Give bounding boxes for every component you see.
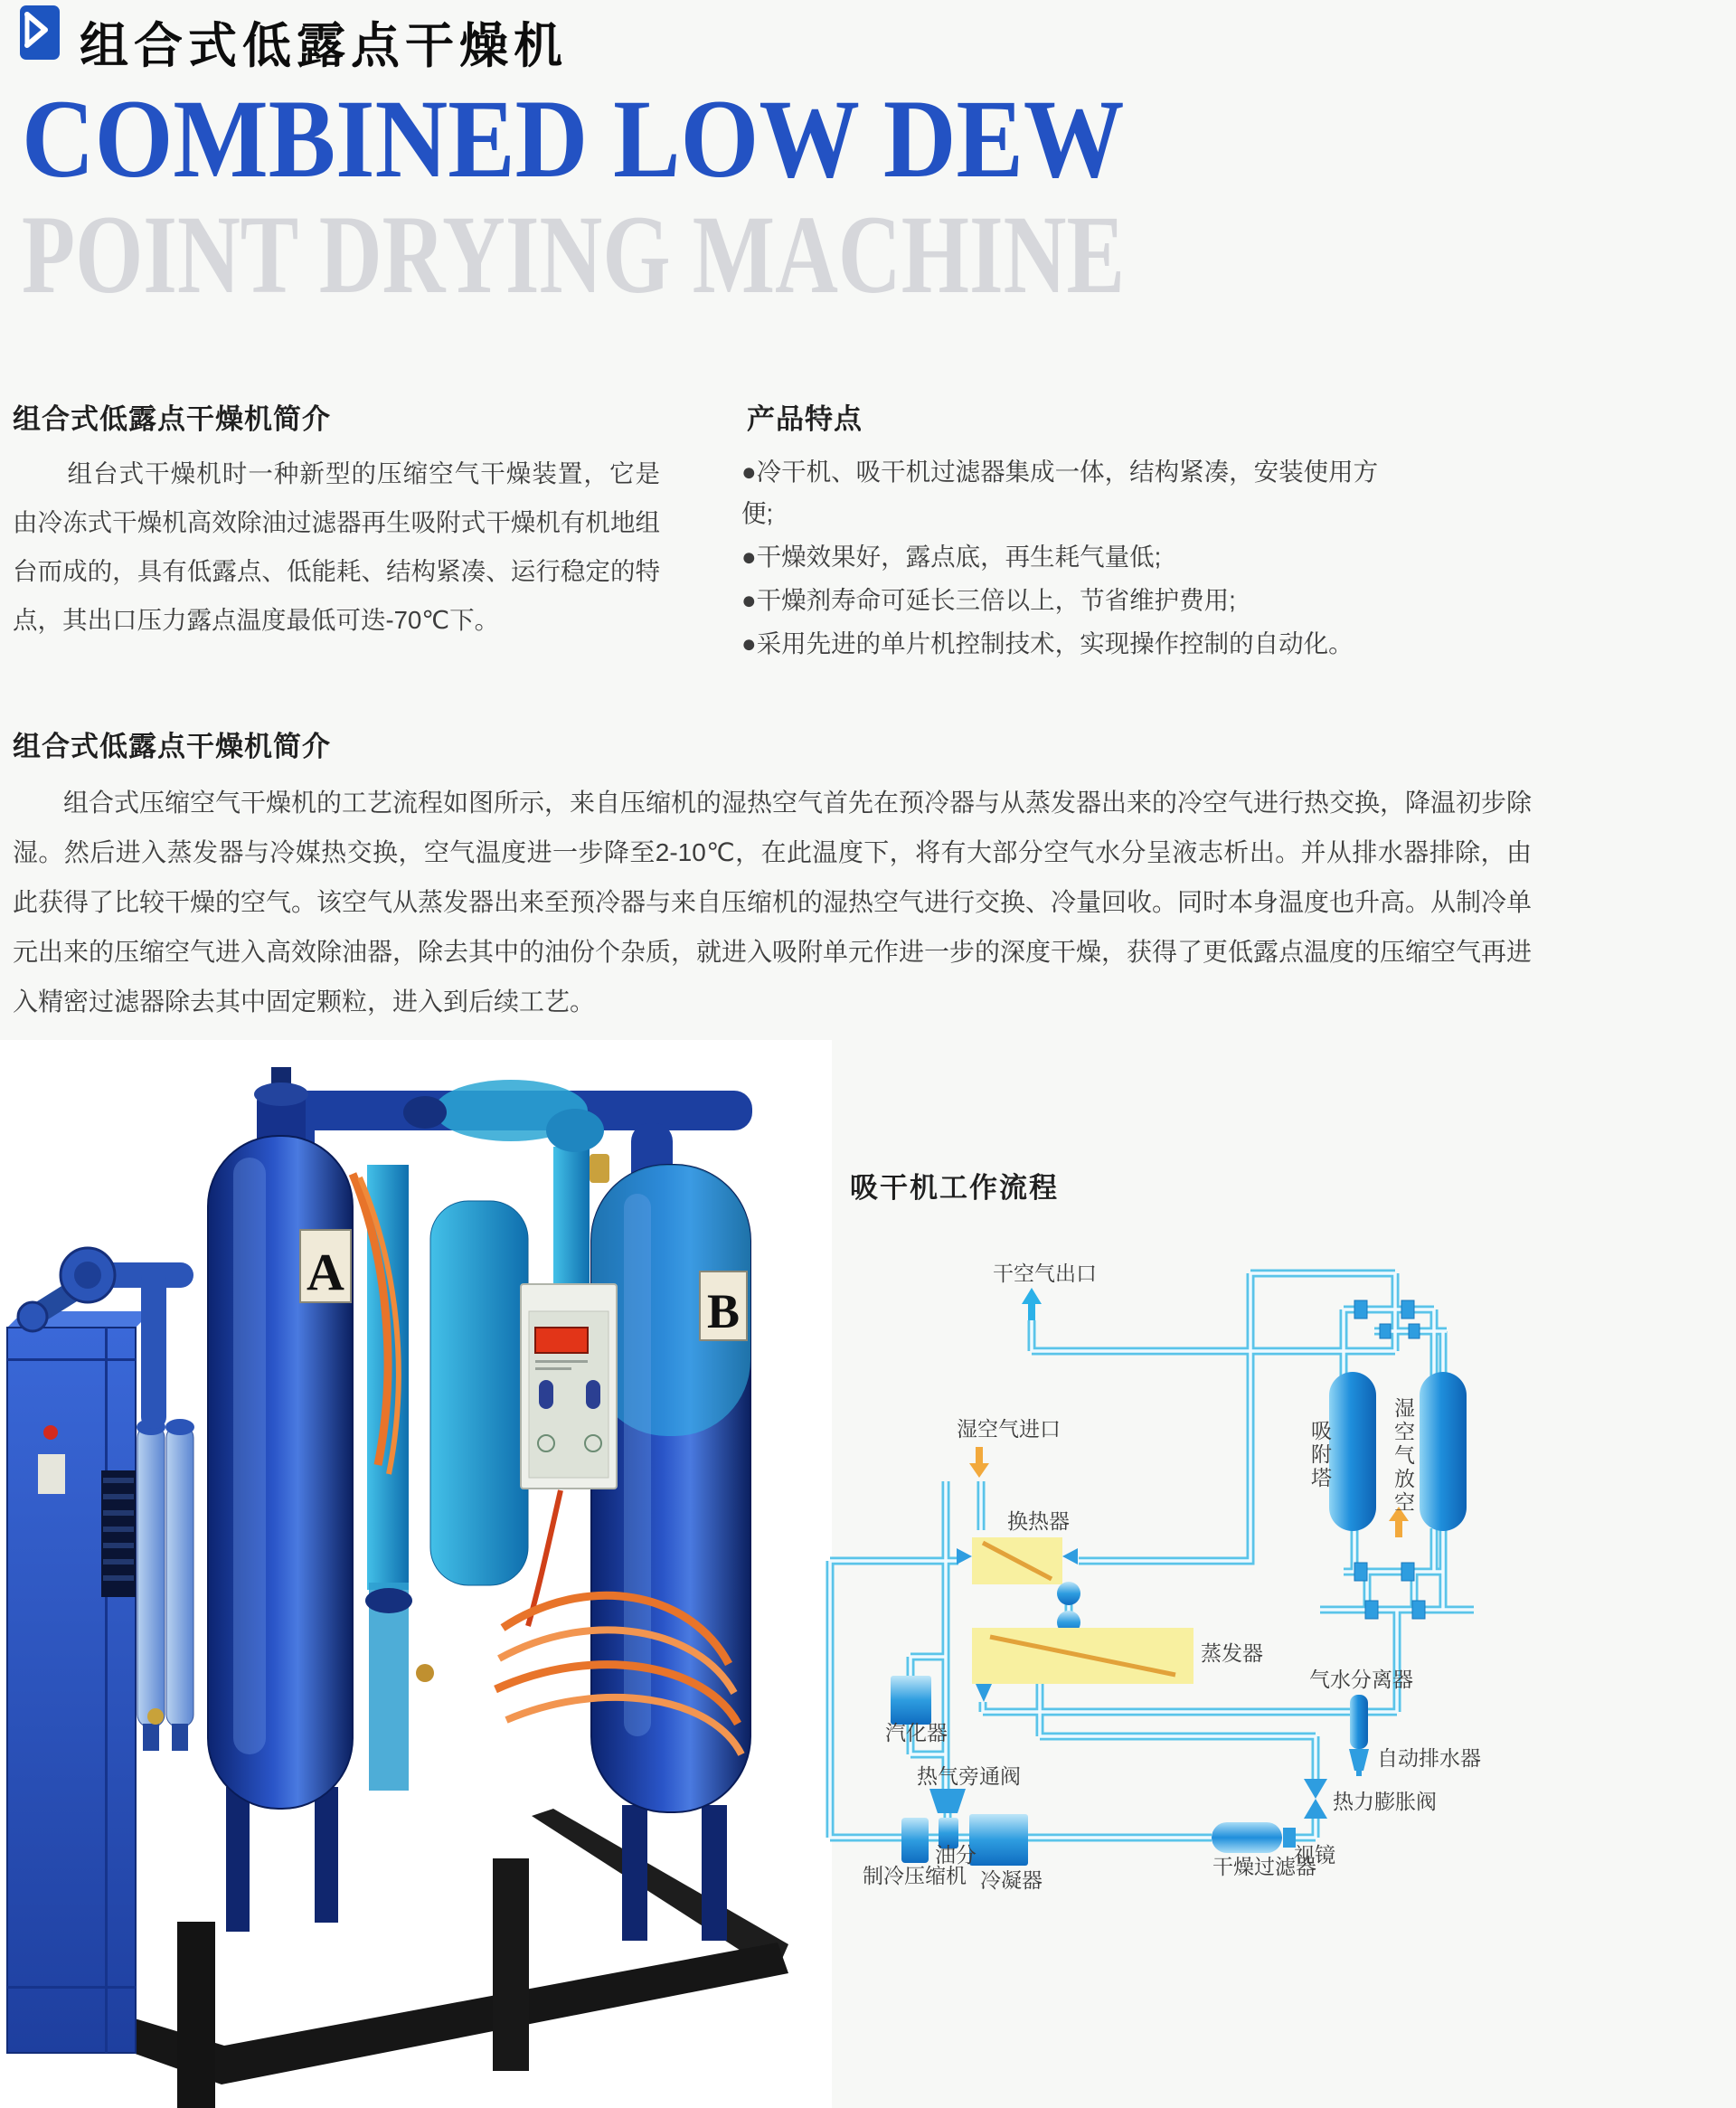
panel-button [586,1380,600,1409]
refrigeration-compressor [901,1818,929,1863]
drying-filter [1212,1822,1282,1853]
label-sight-glass: 视镜 [1294,1843,1335,1867]
feature-item [741,536,1380,578]
pipe-fitting [365,1588,412,1613]
vaporizer [891,1676,931,1725]
process-paragraph: 组合式压缩空气干燥机的工艺流程如图所示，来自压缩机的湿热空气首先在预冷器与从蒸发器出来的冷空气进行热交换，降温初步除湿。然后进入蒸发器与冷媒热交换，空气温度进一步降至2-10℃，在此温度下，将有大部分空气水分呈液志析出。并从排水器排除，由此获得了比较干燥的空气。该空气从蒸发器出来至预冷器与来自压缩机的湿热空气进行交换、冷量回收。同时本身温度也升高。从制冷单元出来的压缩空气进入高效除油器，除去其中的油份个杂质，就进入吸附单元作进一步的深度干燥，获得了更低露点温度的压缩空气再进入精密过滤器除去其中固定颗粒，进入到后续工艺。 [13,789,1533,1016]
led-display [535,1328,588,1353]
condenser [969,1814,1028,1866]
hot-gas-bypass-valve [929,1789,966,1813]
label-gas-water-separator: 气水分离器 [1309,1668,1413,1691]
feature-item [741,623,1380,665]
bullet-icon: ● [741,586,757,614]
bullet-icon: ● [741,458,757,486]
feature-text: 干燥效果好，露点底，再生耗气量低; [756,543,1162,571]
label-hot-gas-bypass-valve: 热气旁通阀 [917,1764,1021,1788]
machine-photo [0,1040,832,2108]
label-drying-filter: 干燥过滤器 [1212,1855,1316,1878]
features-list [741,451,1380,666]
page-title-en-line2: POINT DRYING MACHINE [22,193,1126,317]
evaporator [972,1628,1194,1702]
intro-heading: 组合式低露点干燥机简介 [13,403,331,435]
label-evaporator: 蒸发器 [1201,1641,1263,1665]
tower-a-letter: A [307,1243,344,1301]
label-vaporizer: 汽化器 [885,1721,948,1744]
label-auto-drain: 自动排水器 [1377,1746,1481,1770]
label-dry-air-outlet: 干空气出口 [993,1262,1097,1285]
adsorption-tower-right [1420,1372,1467,1531]
cabinet-label-plate [38,1454,65,1494]
label-wet-air-inlet: 湿空气进口 [957,1417,1061,1441]
adsorption-tower-left [1329,1372,1376,1531]
control-panel [521,1284,617,1489]
pipe-column-lower [369,1583,409,1791]
up-arrow-icon [1022,1288,1042,1320]
feature-text: 干燥剂寿命可延长三倍以上，节省维护费用; [756,586,1236,614]
label-thermal-expansion-valve: 热力膨胀阀 [1333,1790,1437,1813]
auto-drain [1349,1749,1369,1776]
panel-button [539,1380,553,1409]
tower-b-letter: B [706,1284,741,1338]
dryer-cabinet [7,1311,152,2053]
intro-paragraph: 组台式干燥机时一种新型的压缩空气干燥装置，它是由冷冻式干燥机高效除油过滤器再生吸附式干燥机有机地组台而成的，具有低露点、低能耗、结构紧凑、运行稳定的特点，其出口压力露点温度最低可迭-70℃下。 [13,459,660,634]
gas-water-separator [1350,1695,1368,1749]
bullet-icon: ● [741,629,757,657]
feature-text: 采用先进的单片机控制技术，实现操作控制的自动化。 [756,629,1354,657]
bullet-icon: ● [741,543,757,571]
heat-exchanger [957,1537,1080,1634]
page-title-en-line1: COMBINED LOW DEW [22,77,1125,201]
label-heat-exchanger: 换热器 [1007,1509,1070,1533]
red-button-icon [43,1425,58,1440]
label-condenser: 冷凝器 [980,1868,1043,1892]
background-tank [430,1201,528,1585]
arrow-icon [20,5,60,60]
down-arrow-icon [969,1447,989,1478]
thermal-expansion-valve [1304,1779,1327,1819]
label-oil-separator: 油分 [935,1843,976,1867]
label-adsorption-tower: 吸附塔 [1308,1420,1332,1490]
brass-fitting [416,1664,434,1682]
process-heading: 组合式低露点干燥机简介 [13,731,331,762]
features-heading: 产品特点 [747,403,863,435]
label-refrigeration-compressor: 制冷压缩机 [863,1864,967,1887]
flow-diagram [814,1230,1736,2008]
feature-item [741,580,1380,621]
tower-a [208,1067,353,1809]
page-title: 组合式低露点干燥机 [80,19,568,73]
feature-item [741,451,1380,534]
diagram-title: 吸干机工作流程 [850,1172,1059,1204]
label-wet-air-vent: 湿空气放空 [1392,1397,1415,1515]
feature-text: 冷干机、吸干机过滤器集成一体，结构紧凑，安装使用方便; [741,458,1379,527]
